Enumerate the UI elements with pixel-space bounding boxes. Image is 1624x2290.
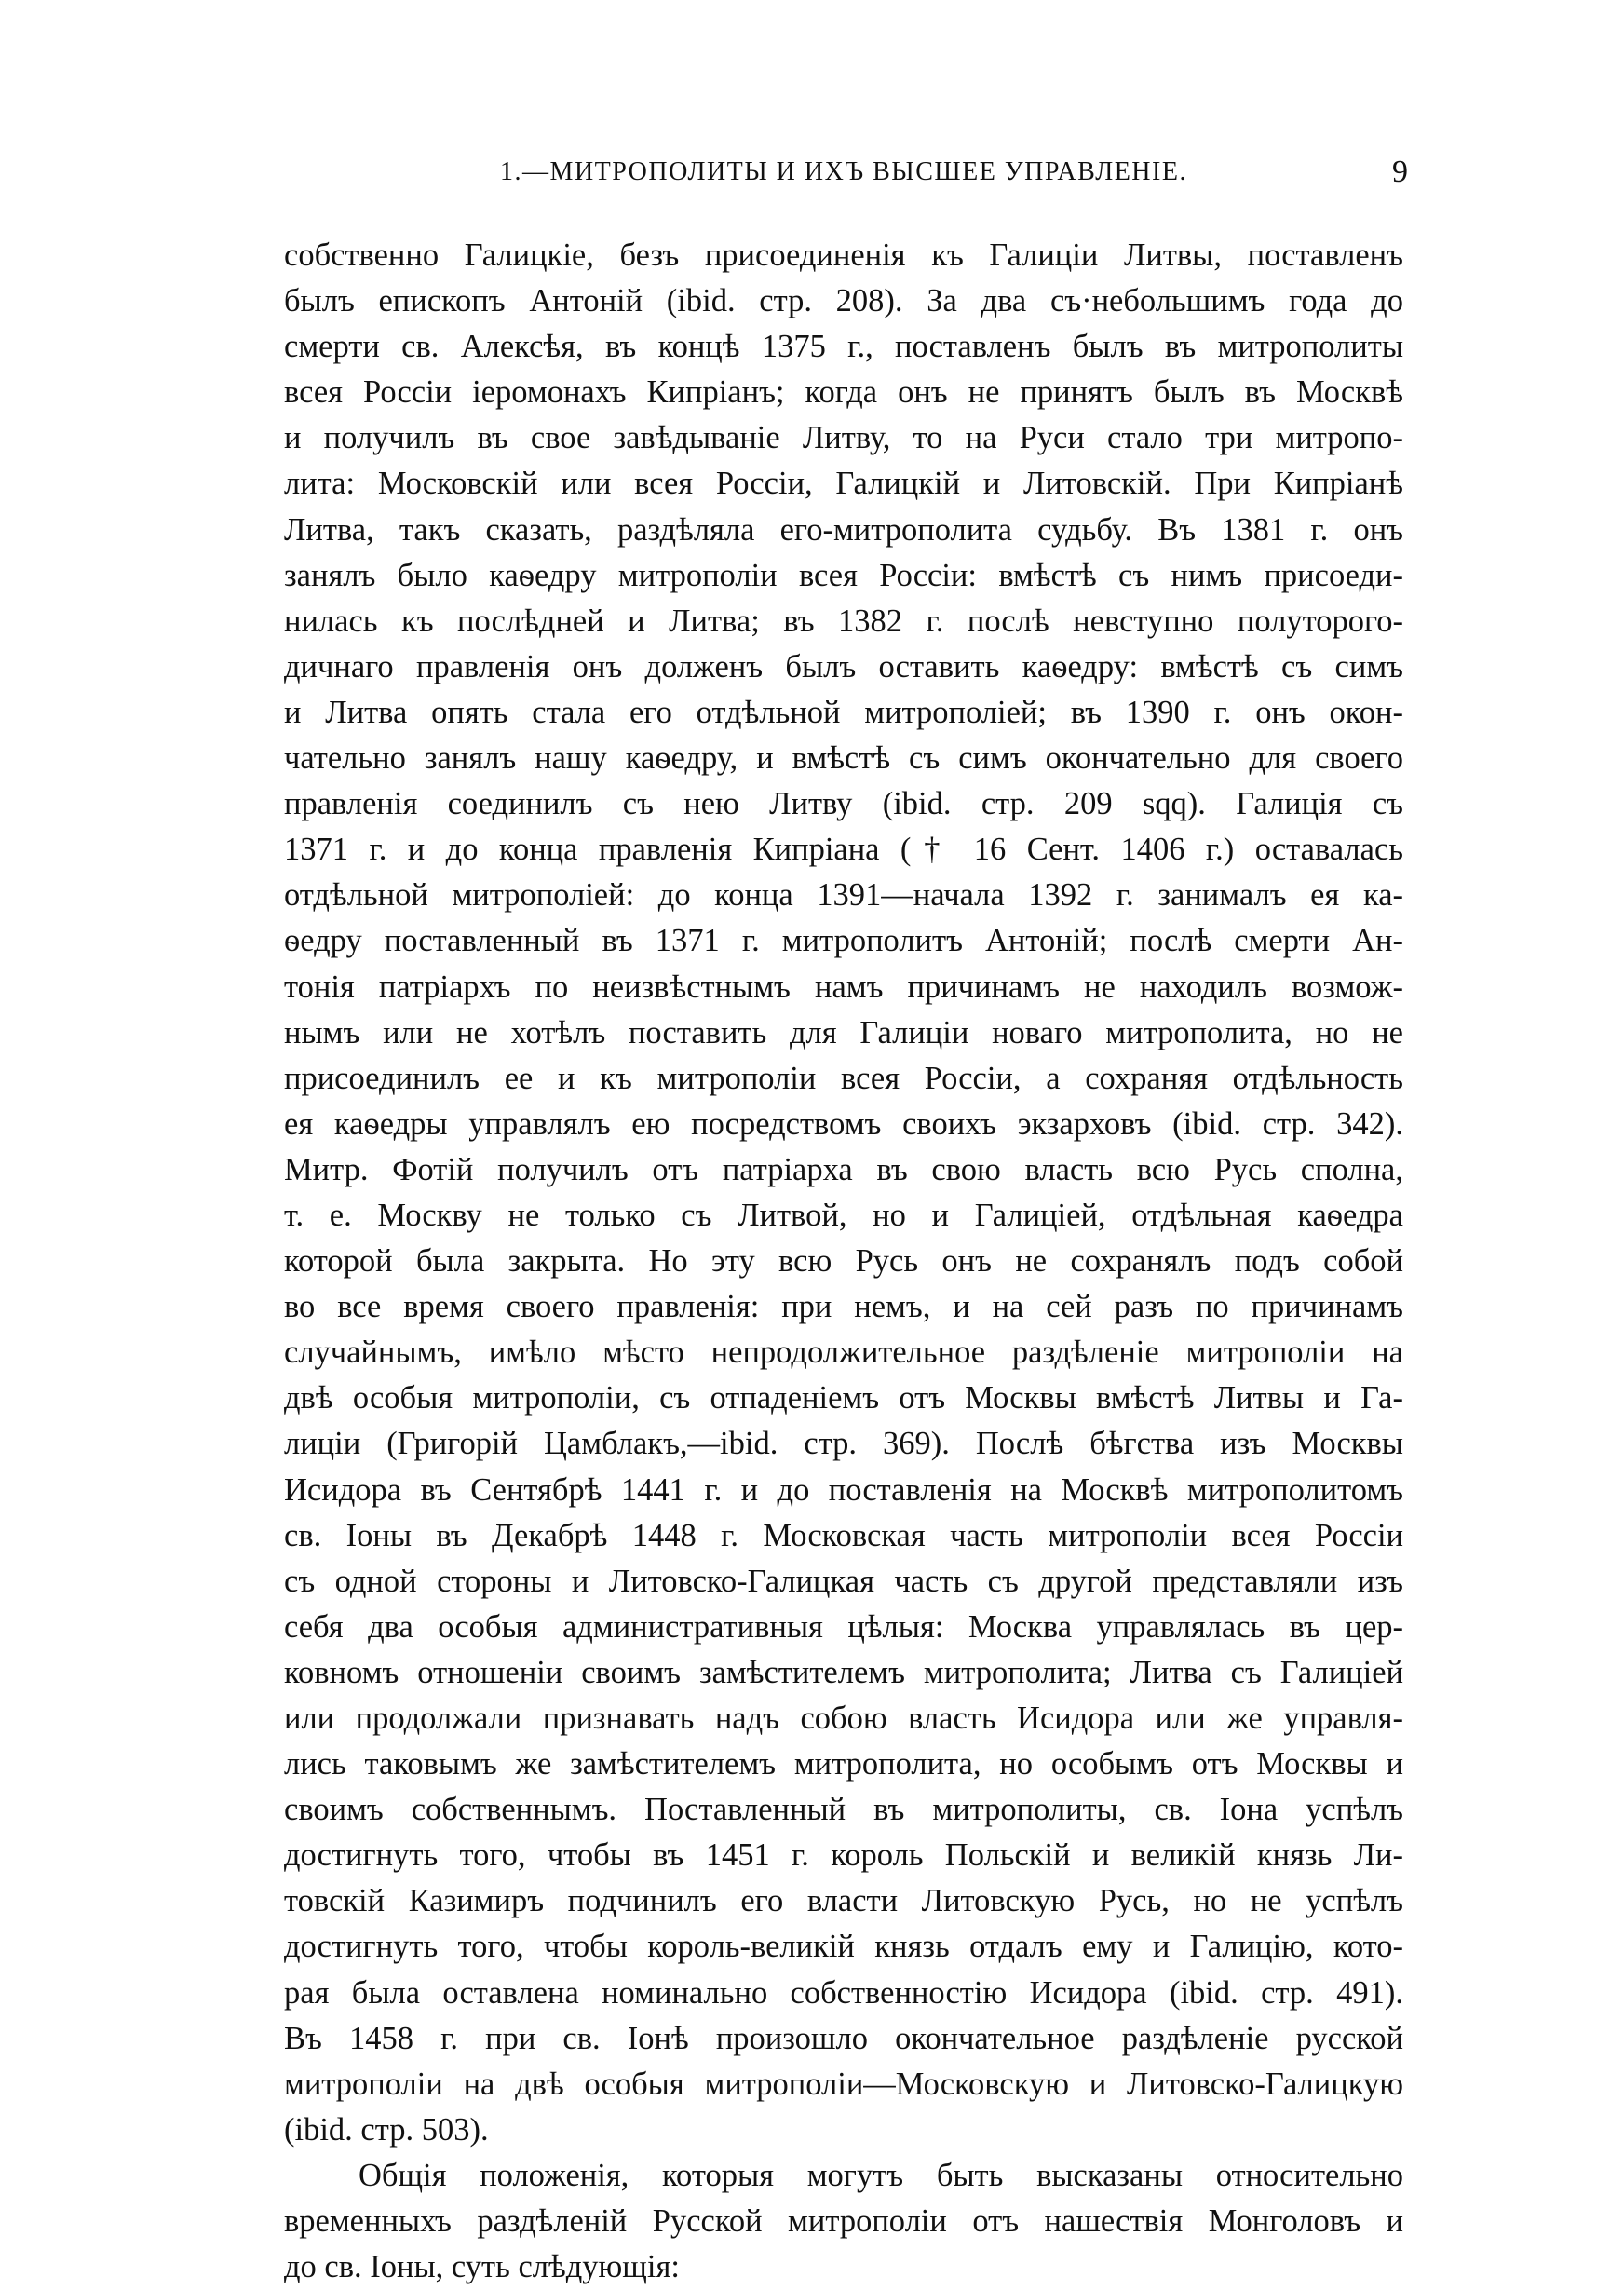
- text-line: ковномъ отношеніи своимъ замѣстителемъ митрополита; Литва съ Галиціей: [284, 1654, 1403, 1690]
- text-line: себя два особыя административныя цѣлыя: Москва управлялась въ цер-: [284, 1608, 1403, 1645]
- text-line: съ одной стороны и Литовско-Галицкая часть съ другой представляли изъ: [284, 1563, 1403, 1599]
- text-line: Литва, такъ сказать, раздѣляла его-митрополита судьбу. Въ 1381 г. онъ: [284, 511, 1403, 548]
- text-line: смерти св. Алексѣя, въ концѣ 1375 г., поставленъ былъ въ митрополиты: [284, 329, 1403, 365]
- text-line: всея Россіи іеромонахъ Кипріанъ; когда онъ не принятъ былъ въ Москвѣ: [284, 374, 1403, 411]
- text-line: лиціи (Григорій Цамблакъ,—ibid. стр. 369). Послѣ бѣгства изъ Москвы: [284, 1426, 1403, 1462]
- text-line: Общія положенія, которыя могутъ быть высказаны относительно: [359, 2157, 1403, 2193]
- text-line: достигнуть того, чтобы въ 1451 г. король Польскій и великій князь Ли-: [284, 1837, 1403, 1874]
- text-line: двѣ особыя митрополіи, съ отпаденіемъ отъ Москвы вмѣстѣ Литвы и Га-: [284, 1380, 1403, 1416]
- running-header: [279, 149, 1408, 196]
- text-line: ея каѳедры управлялъ ею посредствомъ своихъ экзарховъ (ibid. стр. 342).: [284, 1105, 1403, 1142]
- text-line: (ibid. стр. 503).: [284, 2111, 489, 2148]
- running-title: 1.—МИТРОПОЛИТЫ И ИХЪ ВЫСШЕЕ УПРАВЛЕНІЕ.: [500, 157, 1187, 186]
- text-line: Исидора въ Сентябрѣ 1441 г. и до поставленія на Москвѣ митрополитомъ: [284, 1471, 1403, 1508]
- text-line: дичнаго правленія онъ долженъ былъ оставить каѳедру: вмѣстѣ съ симъ: [284, 648, 1403, 684]
- text-line: до св. Іоны, суть слѣдующія:: [284, 2249, 680, 2285]
- text-line: временныхъ раздѣленій Русской митрополіи отъ нашествія Монголовъ и: [284, 2203, 1403, 2240]
- text-line: нилась къ послѣдней и Литва; въ 1382 г. послѣ невступно полуторого-: [284, 603, 1403, 639]
- text-line: товскій Казимиръ подчинилъ его власти Литовскую Русь, но не успѣлъ: [284, 1883, 1403, 1919]
- text-line: присоединилъ ее и къ митрополіи всея Россіи, а сохраняя отдѣльность: [284, 1060, 1403, 1096]
- text-line: и Литва опять стала его отдѣльной митрополіей; въ 1390 г. онъ окон-: [284, 694, 1403, 730]
- text-line: и получилъ въ свое завѣдываніе Литву, то на Руси стало три митропо-: [284, 420, 1403, 456]
- text-line: или продолжали признавать надъ собою власть Исидора или же управля-: [284, 1701, 1403, 1736]
- text-line: св. Іоны въ Декабрѣ 1448 г. Московская часть митрополіи всея Россіи: [284, 1517, 1403, 1553]
- text-line: отдѣльной митрополіей: до конца 1391—начала 1392 г. занималъ ея ка-: [284, 877, 1403, 914]
- text-line: собственно Галицкіе, безъ присоединенія къ Галиціи Литвы, поставленъ: [284, 237, 1403, 273]
- text-line: во все время своего правленія: при немъ, и на сей разъ по причинамъ: [284, 1289, 1403, 1325]
- paragraph-1: [284, 233, 1403, 2153]
- text-line: достигнуть того, чтобы король-великій князь отдалъ ему и Галицію, кото-: [284, 1929, 1403, 1965]
- text-line: рая была оставлена номинально собственностію Исидора (ibid. стр. 491).: [284, 1974, 1403, 2011]
- text-line: которой была закрыта. Но эту всю Русь онъ не сохранялъ подъ собой: [284, 1243, 1403, 1280]
- text-line: Въ 1458 г. при св. Іонѣ произошло окончательное раздѣленіе русской: [284, 2020, 1403, 2056]
- text-line: правленія соединилъ съ нею Литву (ibid. стр. 209 sqq). Галиція съ: [284, 786, 1403, 822]
- text-line: занялъ было каѳедру митрополіи всея Россіи: вмѣстѣ съ нимъ присоеди-: [284, 557, 1403, 593]
- text-line: Митр. Фотій получилъ отъ патріарха въ свою власть всю Русь сполна,: [284, 1151, 1403, 1187]
- text-line: митрополіи на двѣ особыя митрополіи—Московскую и Литовско-Галицкую: [284, 2066, 1403, 2102]
- text-line: лись таковымъ же замѣстителемъ митрополита, но особымъ отъ Москвы и: [284, 1746, 1403, 1782]
- text-line: 1371 г. и до конца правленія Кипріана († 16 Сент. 1406 г.) оставалась: [284, 832, 1403, 868]
- text-line: своимъ собственнымъ. Поставленный въ митрополиты, св. Іона успѣлъ: [284, 1792, 1403, 1828]
- page-number: 9: [1392, 155, 1408, 189]
- paragraph-2: [284, 2153, 1403, 2290]
- text-line: тонія патріархъ по неизвѣстнымъ намъ причинамъ не находилъ возмож-: [284, 969, 1403, 1005]
- text-line: былъ епископъ Антоній (ibid. стр. 208). За два съ·небольшимъ года до: [284, 283, 1403, 319]
- text-line: нымъ или не хотѣлъ поставить для Галиціи новаго митрополита, но не: [284, 1014, 1403, 1050]
- text-line: случайнымъ, имѣло мѣсто непродолжительное раздѣленіе митрополіи на: [284, 1335, 1403, 1371]
- text-line: т. е. Москву не только съ Литвой, но и Галиціей, отдѣльная каѳедра: [284, 1197, 1403, 1233]
- text-line: лита: Московскій или всея Россіи, Галицкій и Литовскій. При Кипріанѣ: [284, 466, 1403, 502]
- text-line: чательно занялъ нашу каѳедру, и вмѣстѣ съ симъ окончательно для своего: [284, 740, 1403, 777]
- text-line: ѳедру поставленный въ 1371 г. митрополитъ Антоній; послѣ смерти Ан-: [284, 923, 1403, 959]
- body-text: [284, 233, 1403, 2290]
